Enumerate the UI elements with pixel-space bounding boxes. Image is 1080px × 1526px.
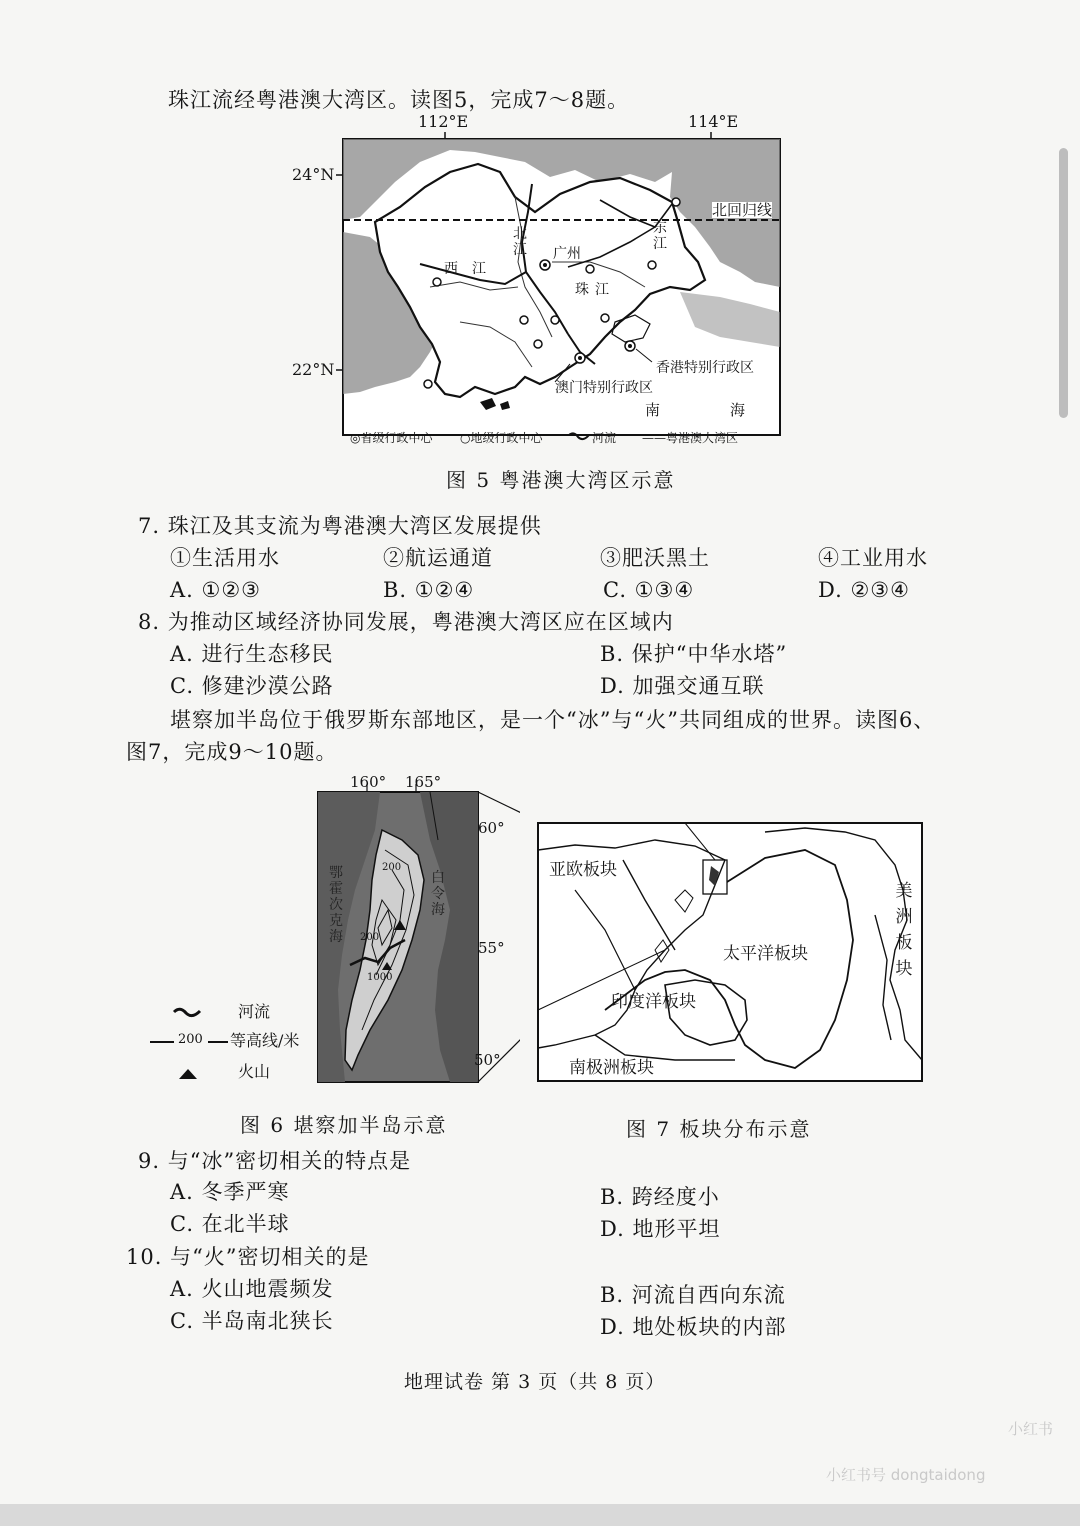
watermark-id: 小红书号 dongtaidong xyxy=(826,1466,986,1484)
contour-legend-line-right xyxy=(208,1041,228,1043)
q7-option-d[interactable]: D. ②③④ xyxy=(818,578,910,602)
question-9-stem: 9. 与“冰”密切相关的特点是 xyxy=(138,1149,412,1173)
figure-6-caption: 图 6 堪察加半岛示意 xyxy=(240,1113,448,1137)
fig6-lon-160: 160° xyxy=(350,773,387,791)
lat-label-24: 24°N xyxy=(292,165,335,184)
q10-option-c[interactable]: C. 半岛南北狭长 xyxy=(170,1309,334,1333)
city-label-guangzhou: 广州 xyxy=(553,246,581,262)
river-label-zhujiang: 珠江 xyxy=(575,282,615,298)
fig6-legend-contour-num: 200 xyxy=(178,1032,203,1047)
fig6-legend-contour: 等高线/米 xyxy=(230,1031,300,1050)
q9-option-b[interactable]: B. 跨经度小 xyxy=(600,1185,720,1209)
sea-label-okhotsk: 鄂霍次克海 xyxy=(329,865,343,945)
q9-option-c[interactable]: C. 在北半球 xyxy=(170,1212,290,1236)
q7-option-c[interactable]: C. ①③④ xyxy=(603,578,695,602)
contour-label-1000: 1000 xyxy=(367,972,393,983)
page-footer: 地理试卷 第 3 页（共 8 页） xyxy=(404,1371,666,1393)
plate-label-pacific: 太平洋板块 xyxy=(723,944,808,964)
lon-label-114: 114°E xyxy=(688,112,739,131)
legend-provincial-center: ◎省级行政中心 xyxy=(350,431,433,445)
tropic-label: 北回归线 xyxy=(712,201,773,219)
fig6-lat-55: 55° xyxy=(478,939,505,957)
fig6-legend-volcano: 火山 xyxy=(238,1062,271,1081)
intro-text-2b: 图7，完成9～10题。 xyxy=(126,740,338,764)
vertical-scrollbar[interactable] xyxy=(1059,148,1068,418)
plate-label-antarctic: 南极洲板块 xyxy=(569,1058,654,1078)
river-label-dongjiang: 东江 xyxy=(653,220,667,252)
q7-item-1: ①生活用水 xyxy=(170,546,280,570)
fig6-lat-50: 50° xyxy=(474,1051,501,1069)
sea-label-bering: 白令海 xyxy=(431,870,445,918)
fig6-lat-60: 60° xyxy=(478,819,505,837)
river-label-beijiang: 北江 xyxy=(513,226,527,258)
plate-label-eurasia: 亚欧板块 xyxy=(549,860,617,880)
greater-bay-area-map xyxy=(300,112,800,457)
contour-legend-line-left xyxy=(150,1041,174,1043)
legend-bay-area: ——粤港澳大湾区 xyxy=(642,431,739,445)
lon-label-112: 112°E xyxy=(418,112,469,131)
question-8-stem: 8. 为推动区域经济协同发展，粤港澳大湾区应在区域内 xyxy=(138,610,674,634)
river-legend-icon xyxy=(568,431,590,443)
sea-label-nan: 南 xyxy=(645,401,661,419)
contour-label-200b: 200 xyxy=(360,932,380,943)
lat-label-22: 22°N xyxy=(292,360,335,379)
q8-option-a[interactable]: A. 进行生态移民 xyxy=(170,642,334,666)
figure-5-caption: 图 5 粤港澳大湾区示意 xyxy=(446,468,676,492)
figure-7-map xyxy=(535,820,927,1090)
fig6-legend-river: 河流 xyxy=(238,1002,271,1021)
q9-option-d[interactable]: D. 地形平坦 xyxy=(600,1217,721,1241)
q9-option-a[interactable]: A. 冬季严寒 xyxy=(170,1180,290,1204)
intro-text-2a: 堪察加半岛位于俄罗斯东部地区，是一个“冰”与“火”共同组成的世界。读图6、 xyxy=(170,708,936,732)
city-label-hongkong: 香港特别行政区 xyxy=(656,360,754,376)
q10-option-b[interactable]: B. 河流自西向东流 xyxy=(600,1283,786,1307)
q7-item-3: ③肥沃黑土 xyxy=(600,546,710,570)
question-7-stem: 7. 珠江及其支流为粤港澳大湾区发展提供 xyxy=(138,514,542,538)
q8-option-c[interactable]: C. 修建沙漠公路 xyxy=(170,674,334,698)
q7-item-2: ②航运通道 xyxy=(383,546,493,570)
question-10-stem: 10. 与“火”密切相关的是 xyxy=(126,1245,370,1269)
intro-text-1: 珠江流经粤港澳大湾区。读图5，完成7～8题。 xyxy=(168,88,630,112)
river-label-xijiang: 西江 xyxy=(444,261,500,277)
plate-label-american: 美洲板块 xyxy=(895,881,913,979)
city-label-macau: 澳门特别行政区 xyxy=(555,380,653,396)
q7-option-b[interactable]: B. ①②④ xyxy=(383,578,475,602)
q10-option-a[interactable]: A. 火山地震频发 xyxy=(170,1277,334,1301)
legend-city-center: ○地级行政中心 xyxy=(460,431,543,445)
sea-label-hai: 海 xyxy=(730,401,746,419)
legend-river: 河流 xyxy=(592,431,617,445)
figure-7-caption: 图 7 板块分布示意 xyxy=(626,1117,812,1141)
fig6-lon-165: 165° xyxy=(405,773,442,791)
plate-label-indian: 印度洋板块 xyxy=(611,992,696,1012)
q8-option-b[interactable]: B. 保护“中华水塔” xyxy=(600,642,788,666)
q8-option-d[interactable]: D. 加强交通互联 xyxy=(600,674,765,698)
figure-5-map xyxy=(292,112,800,457)
q10-option-d[interactable]: D. 地处板块的内部 xyxy=(600,1315,787,1339)
fig6-river-legend-icon xyxy=(172,1006,202,1020)
figure-6-map xyxy=(120,770,520,1090)
q7-item-4: ④工业用水 xyxy=(818,546,928,570)
q7-option-a[interactable]: A. ①②③ xyxy=(170,578,261,602)
bottom-bar xyxy=(0,1504,1080,1526)
volcano-legend-icon xyxy=(178,1068,198,1080)
contour-label-200a: 200 xyxy=(382,862,402,873)
watermark-logo: 小红书 xyxy=(1008,1420,1054,1438)
